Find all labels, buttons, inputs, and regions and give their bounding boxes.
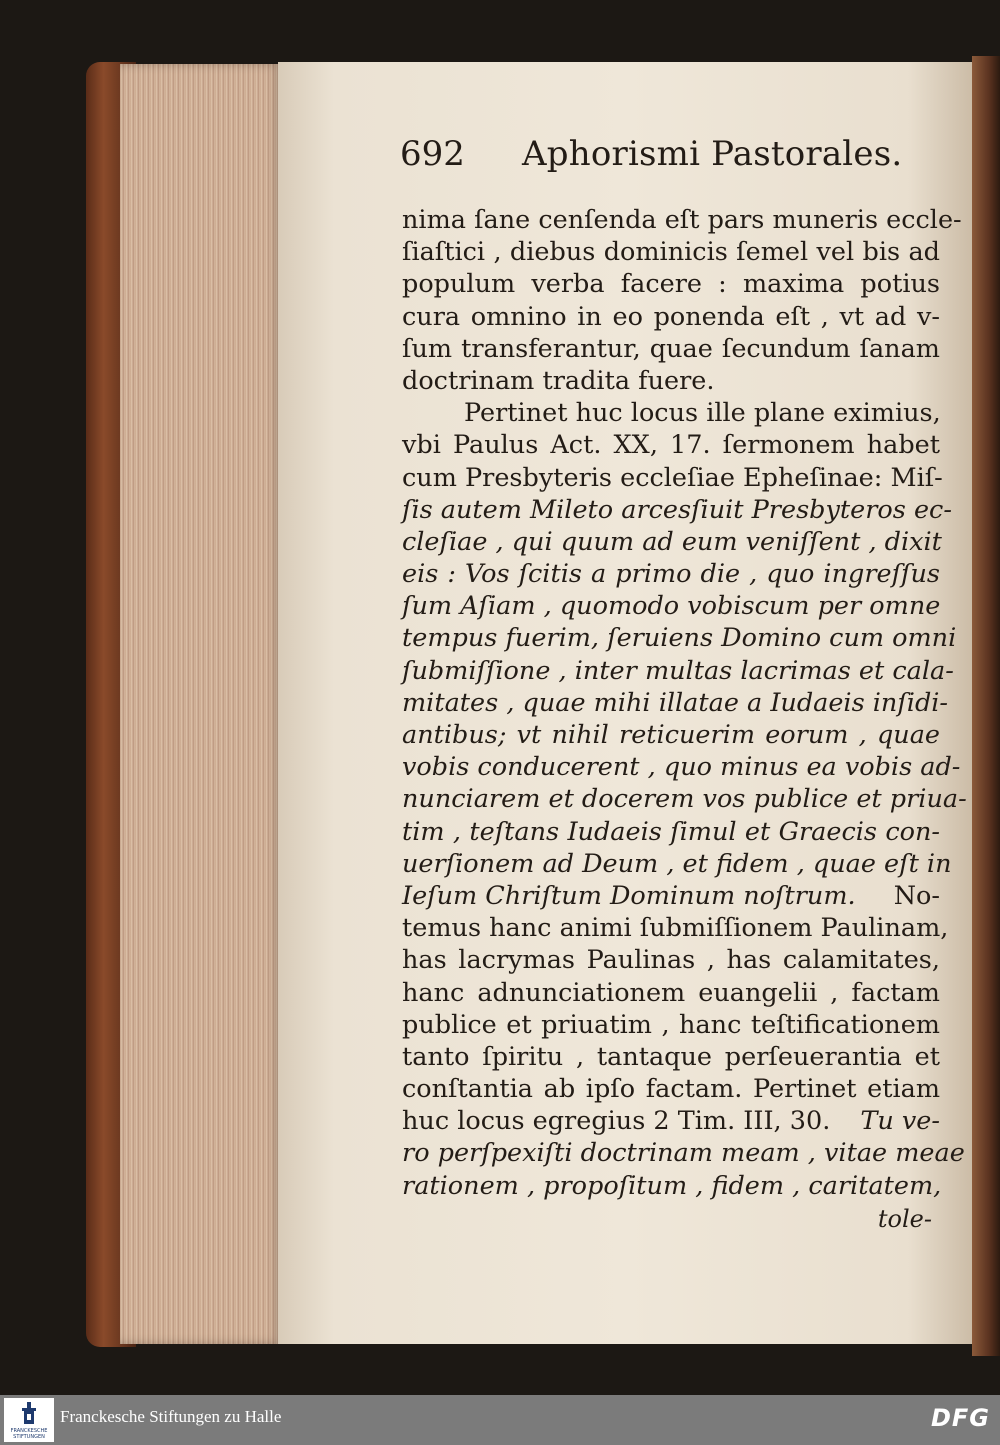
text-line: vbi Paulus Act. XX, 17. ſermonem habet xyxy=(402,430,940,461)
text-line: cum Presbyteris eccleſiae Epheſinae: Miſ- xyxy=(402,462,943,493)
dfg-logo: DFG xyxy=(930,1404,990,1432)
page-edges xyxy=(120,64,282,1344)
text-line: publice et priuatim , hanc teſtificationem xyxy=(402,1009,940,1040)
text-line: cleſiae , qui quum ad eum veniſſent , dixit xyxy=(402,526,942,557)
text-line: has lacrymas Paulinas , has calamitates, xyxy=(402,945,940,976)
italic-span: Ieſum Chriſtum Dominum noſtrum. xyxy=(402,880,856,911)
text-line: ro perſpexiſti doctrinam meam , vitae meae xyxy=(402,1138,965,1169)
text-line: ſiaſtici , diebus dominicis ſemel vel bis ad xyxy=(402,237,940,268)
roman-span: No- xyxy=(893,880,940,911)
text-line: cura omnino in eo ponenda eſt , vt ad v- xyxy=(402,301,940,332)
text-line: doctrinam tradita fuere. xyxy=(402,365,715,396)
institution-logo xyxy=(4,1398,54,1442)
footer-bar xyxy=(0,1395,1000,1445)
text-line: ſum transferantur, quae ſecundum ſanam xyxy=(402,333,940,364)
page-header xyxy=(400,134,940,178)
text-line: tanto ſpiritu , tantaque perſeuerantia et xyxy=(402,1041,940,1072)
text-line: vobis conducerent , quo minus ea vobis ad- xyxy=(402,752,961,783)
text-line: Pertinet huc locus ille plane eximius, xyxy=(464,398,941,429)
text-line: ſis autem Mileto arcesſiuit Presbyteros ec- xyxy=(402,494,952,525)
text-line: temus hanc animi ſubmiſſionem Paulinam, xyxy=(402,913,949,944)
text-line: mitates , quae mihi illatae a Iudaeis inſidi- xyxy=(402,687,949,718)
running-title: Aphorismi Pastorales. xyxy=(522,134,903,174)
logo-caption: FRANCKESCHE STIFTUNGEN xyxy=(10,1428,48,1440)
text-line: tempus fuerim, ſeruiens Domino cum omni xyxy=(402,623,957,654)
body-text xyxy=(402,204,967,1202)
text-line: ſubmiſſione , inter multas lacrimas et cala- xyxy=(402,655,954,686)
text-line: nunciarem et docerem vos publice et priua- xyxy=(402,784,967,815)
text-line xyxy=(402,880,940,912)
page-number: 692 xyxy=(400,134,465,174)
text-line: conſtantia ab ipſo factam. Pertinet etiam xyxy=(402,1074,940,1105)
text-line: tim , teſtans Iudaeis ſimul et Graecis con- xyxy=(402,816,940,847)
text-line: antibus; vt nihil reticuerim eorum , quae xyxy=(402,720,940,750)
text-line: rationem , propoſitum , fidem , caritatem, xyxy=(402,1170,942,1201)
text-line xyxy=(402,1105,940,1137)
foundation-emblem-icon xyxy=(19,1402,39,1426)
text-line: ſum Aſiam , quomodo vobiscum per omne xyxy=(402,591,941,622)
text-line: hanc adnunciationem euangelii , factam xyxy=(402,977,940,1008)
text-line: nima ſane cenſenda eſt pars muneris eccle- xyxy=(402,205,962,235)
italic-span: Tu ve- xyxy=(860,1106,940,1137)
text-line: uerſionem ad Deum , et fidem , quae eſt in xyxy=(402,848,952,879)
text-line: populum verba facere : maxima potius xyxy=(402,269,940,300)
text-line: eis : Vos ſcitis a primo die , quo ingreſſus xyxy=(402,559,940,590)
institution-name: Franckesche Stiftungen zu Halle xyxy=(60,1407,282,1426)
book-cover-right xyxy=(972,56,1000,1356)
catchword: tole- xyxy=(877,1205,932,1233)
roman-span: huc locus egregius 2 Tim. III, 30. xyxy=(402,1106,831,1137)
